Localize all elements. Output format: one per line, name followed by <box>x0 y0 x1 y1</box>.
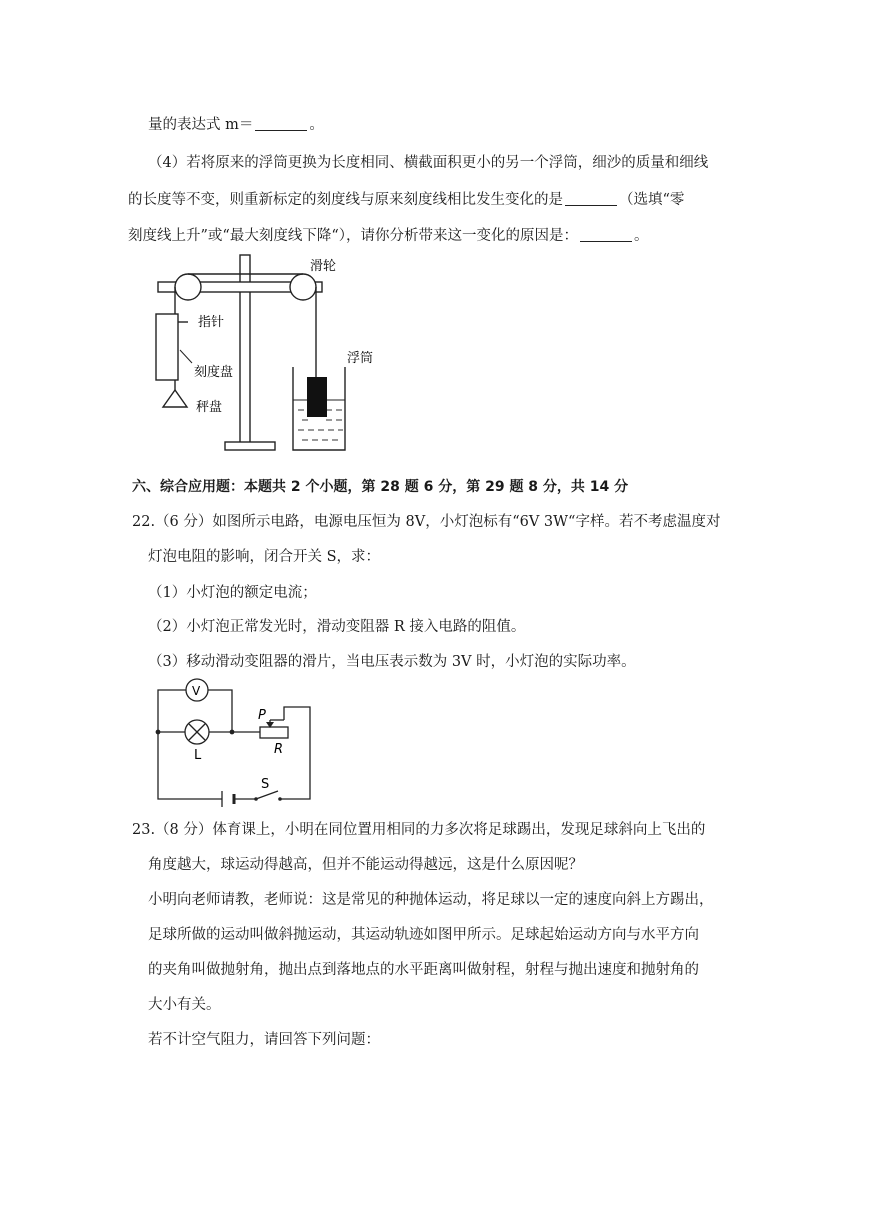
text: （选填“零 <box>619 192 685 208</box>
q22-line2: 灯泡电阻的影响，闭合开关 S，求： <box>148 549 381 565</box>
text: 刻度线上升”或“最大刻度线下降“），请你分析带来这一变化的原因是： <box>128 228 578 244</box>
q23-line2: 角度越大，球运动得越高，但并不能运动得越远，这是什么原因呢？ <box>148 857 583 873</box>
circuit-figure <box>150 675 320 810</box>
text: 量的表达式 m＝ <box>148 117 254 133</box>
label-pan: 秤盘 <box>196 400 223 415</box>
switch-label: S <box>261 777 270 792</box>
q23-line7: 若不计空气阻力，请回答下列问题： <box>148 1032 380 1048</box>
q22-sub2: （2）小灯泡正常发光时，滑动变阻器 R 接入电路的阻值。 <box>148 619 526 635</box>
float-cylinder <box>307 377 327 417</box>
voltmeter-label: V <box>192 684 201 698</box>
q23-line6: 大小有关。 <box>148 997 221 1013</box>
text: 的长度等不变，则重新标定的刻度线与原来刻度线相比发生变化的是 <box>128 192 563 208</box>
q23-line4: 足球所做的运动叫做斜抛运动，其运动轨迹如图甲所示。足球起始运动方向与水平方向 <box>148 927 699 943</box>
answer-blank[interactable] <box>580 227 632 242</box>
q23-line3: 小明向老师请教，老师说：这是常见的种抛体运动，将足球以一定的速度向斜上方踢出， <box>148 892 714 908</box>
answer-blank[interactable] <box>565 191 617 206</box>
float-scale-figure <box>150 250 390 460</box>
label-dial: 刻度盘 <box>194 365 234 380</box>
text: 。 <box>309 117 324 133</box>
slider-label: P <box>258 708 266 723</box>
q21-part4-line2 <box>128 190 684 210</box>
q21-part4-line1: （4）若将原来的浮筒更换为长度相同、横截面积更小的另一个浮筒，细沙的质量和细线 <box>148 155 709 171</box>
q22-sub1: （1）小灯泡的额定电流； <box>148 585 317 601</box>
q21-part4-line3 <box>128 226 649 246</box>
label-float: 浮筒 <box>347 351 374 366</box>
rheostat-label: R <box>274 742 284 757</box>
q22-sub3: （3）移动滑动变阻器的滑片，当电压表示数为 3V 时，小灯泡的实际功率。 <box>148 654 636 670</box>
section-6-title: 六、综合应用题：本题共 2 个小题，第 28 题 6 分，第 29 题 8 分，共 14 分 <box>132 479 629 495</box>
q23-line5: 的夹角叫做抛射角，抛出点到落地点的水平距离叫做射程，射程与抛出速度和抛射角的 <box>148 962 699 978</box>
lamp-label: L <box>194 748 202 763</box>
label-pointer: 指针 <box>198 315 225 330</box>
q21-mass-expression <box>148 115 324 135</box>
text: 。 <box>634 228 649 244</box>
answer-blank[interactable] <box>255 116 307 131</box>
label-pulley: 滑轮 <box>310 259 337 274</box>
q22-line1: 22.（6 分）如图所示电路，电源电压恒为 8V，小灯泡标有“6V 3W“字样。若不考虑温度对 <box>132 514 721 530</box>
q23-line1: 23.（8 分）体育课上，小明在同位置用相同的力多次将足球踢出，发现足球斜向上飞出的 <box>132 822 706 838</box>
